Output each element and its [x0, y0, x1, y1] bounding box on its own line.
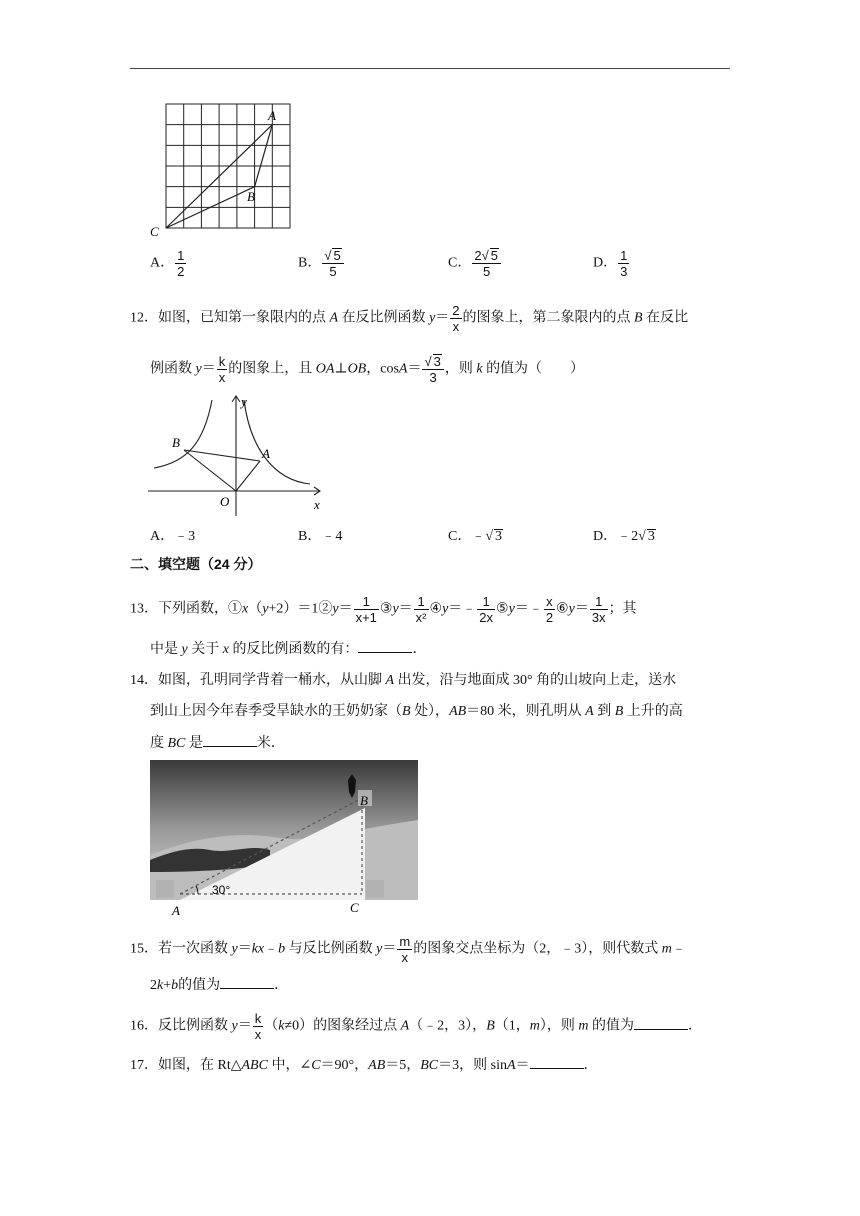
q12-line1: 12．如图，已知第一象限内的点 A 在反比例函数 y＝ $\frac{2}{x}$ 的图象上，第二象限内的点 B 在反比: [130, 303, 689, 334]
answer-blank[interactable]: [358, 638, 412, 653]
q11-label-c: C: [150, 224, 159, 239]
q12-option-b[interactable]: B．﹣4: [298, 529, 343, 544]
q12-option-a[interactable]: A．﹣3: [150, 529, 196, 544]
q16-line: 16．反比例函数 y＝ $\frac{k}{x}$ （k≠0）的图象经过点 A（﹣2，3），B（1，m），则 m 的值为 ．: [130, 1011, 702, 1042]
answer-blank[interactable]: [530, 1054, 584, 1069]
q12-line2: 例函数 y＝ $\frac{k}{x}$ 的图象上，且 OA⊥OB，cosA＝ $\frac{√ 3}{3}$ ，则 k 的值为（ ）: [150, 354, 585, 385]
q11-grid-figure: [150, 98, 300, 240]
photo-label-c: C: [350, 900, 359, 915]
fraction: $\frac{2}{x}$: [452, 303, 460, 334]
q12-hyperbola-figure: [148, 392, 328, 520]
q14-mountain-photo: [150, 760, 418, 918]
photo-label-b: B: [360, 793, 368, 808]
q14-line1: 14．如图，孔明同学背着一桶水，从山脚 A 出发，沿与地面成 30° 角的山坡向上走，送水: [130, 673, 677, 688]
fraction: $\frac{√ 3}{3}$: [422, 354, 443, 385]
q12-label-x: x: [314, 497, 320, 512]
fraction: $\frac{m}{x}$: [399, 934, 411, 965]
q12-label-a: A: [262, 446, 270, 461]
q12-label-y: y: [241, 394, 247, 409]
q17-line: 17．如图，在 Rt△ABC 中，∠C＝90°，AB＝5，BC＝3，则 sinA＝ ．: [130, 1054, 598, 1076]
q11-option-d[interactable]: D． $\frac{1}{3}$: [593, 248, 628, 279]
q12-option-c[interactable]: C．﹣√ 3: [448, 529, 503, 544]
q12-label-b: B: [172, 435, 180, 450]
q15-line1: 15．若一次函数 y＝kx﹣b 与反比例函数 y＝ $\frac{m}{x}$ 的图象交点坐标为（2，﹣3），则代数式 m﹣: [130, 934, 686, 965]
fraction: $\frac{1}{2x}$: [479, 594, 494, 625]
q11-label-a: A: [268, 108, 276, 123]
fraction: $\frac{1}{x+1}$: [355, 594, 377, 625]
q11-label-b: B: [247, 189, 255, 204]
q11-option-a[interactable]: A． $\frac{1}{2}$: [150, 248, 185, 279]
fraction: $\frac{1}{3}$: [620, 248, 628, 279]
q14-line2: 到山上因今年春季受旱缺水的王奶奶家（B 处），AB＝80 米，则孔明从 A 到 B 上升的高: [150, 704, 683, 719]
photo-label-angle: 30°: [212, 883, 231, 897]
section-heading: 二、填空题（24 分）: [130, 556, 262, 572]
fraction: $\frac{k}{x}$: [254, 1011, 262, 1042]
fraction: $\frac{1}{3x}$: [591, 594, 606, 625]
q14-line3: 度 BC 是 米．: [150, 732, 285, 754]
header-rule: [130, 68, 730, 69]
fraction: $\frac{1}{\text{x²}}$: [415, 594, 427, 625]
q12-label-o: O: [220, 494, 230, 509]
fraction: $\frac{√ 5}{5}$: [322, 248, 343, 279]
answer-blank[interactable]: [203, 732, 257, 747]
q13-line1: 13．下列函数，①x（y+2）＝1②y＝ $\frac{1}{x+1}$ ③y＝ $\frac{1}{\text{x²}}$ ④y＝﹣ $\frac{1}{2x}$ ⑤y＝﹣ $\frac{x}{2}$ ⑥y＝ $\frac{1}{3x}$ ；其: [130, 594, 637, 625]
q11-option-c[interactable]: C． $\frac{2√ 5}{5}$: [448, 248, 502, 279]
fraction: $\frac{1}{2}$: [177, 248, 185, 279]
fraction: $\frac{k}{x}$: [218, 354, 226, 385]
q13-line2: 中是 y 关于 x 的反比例函数的有： ．: [150, 638, 426, 660]
q11-option-b[interactable]: B． $\frac{√ 5}{5}$: [298, 248, 345, 279]
answer-blank[interactable]: [634, 1015, 688, 1030]
fraction: $\frac{2√ 5}{5}$: [472, 248, 501, 279]
fraction: $\frac{x}{2}$: [545, 594, 554, 625]
answer-blank[interactable]: [220, 974, 274, 989]
photo-label-a: A: [172, 903, 180, 918]
q12-option-d[interactable]: D．﹣2√ 3: [593, 529, 655, 544]
q15-line2: 2k+b的值为 ．: [150, 974, 288, 996]
